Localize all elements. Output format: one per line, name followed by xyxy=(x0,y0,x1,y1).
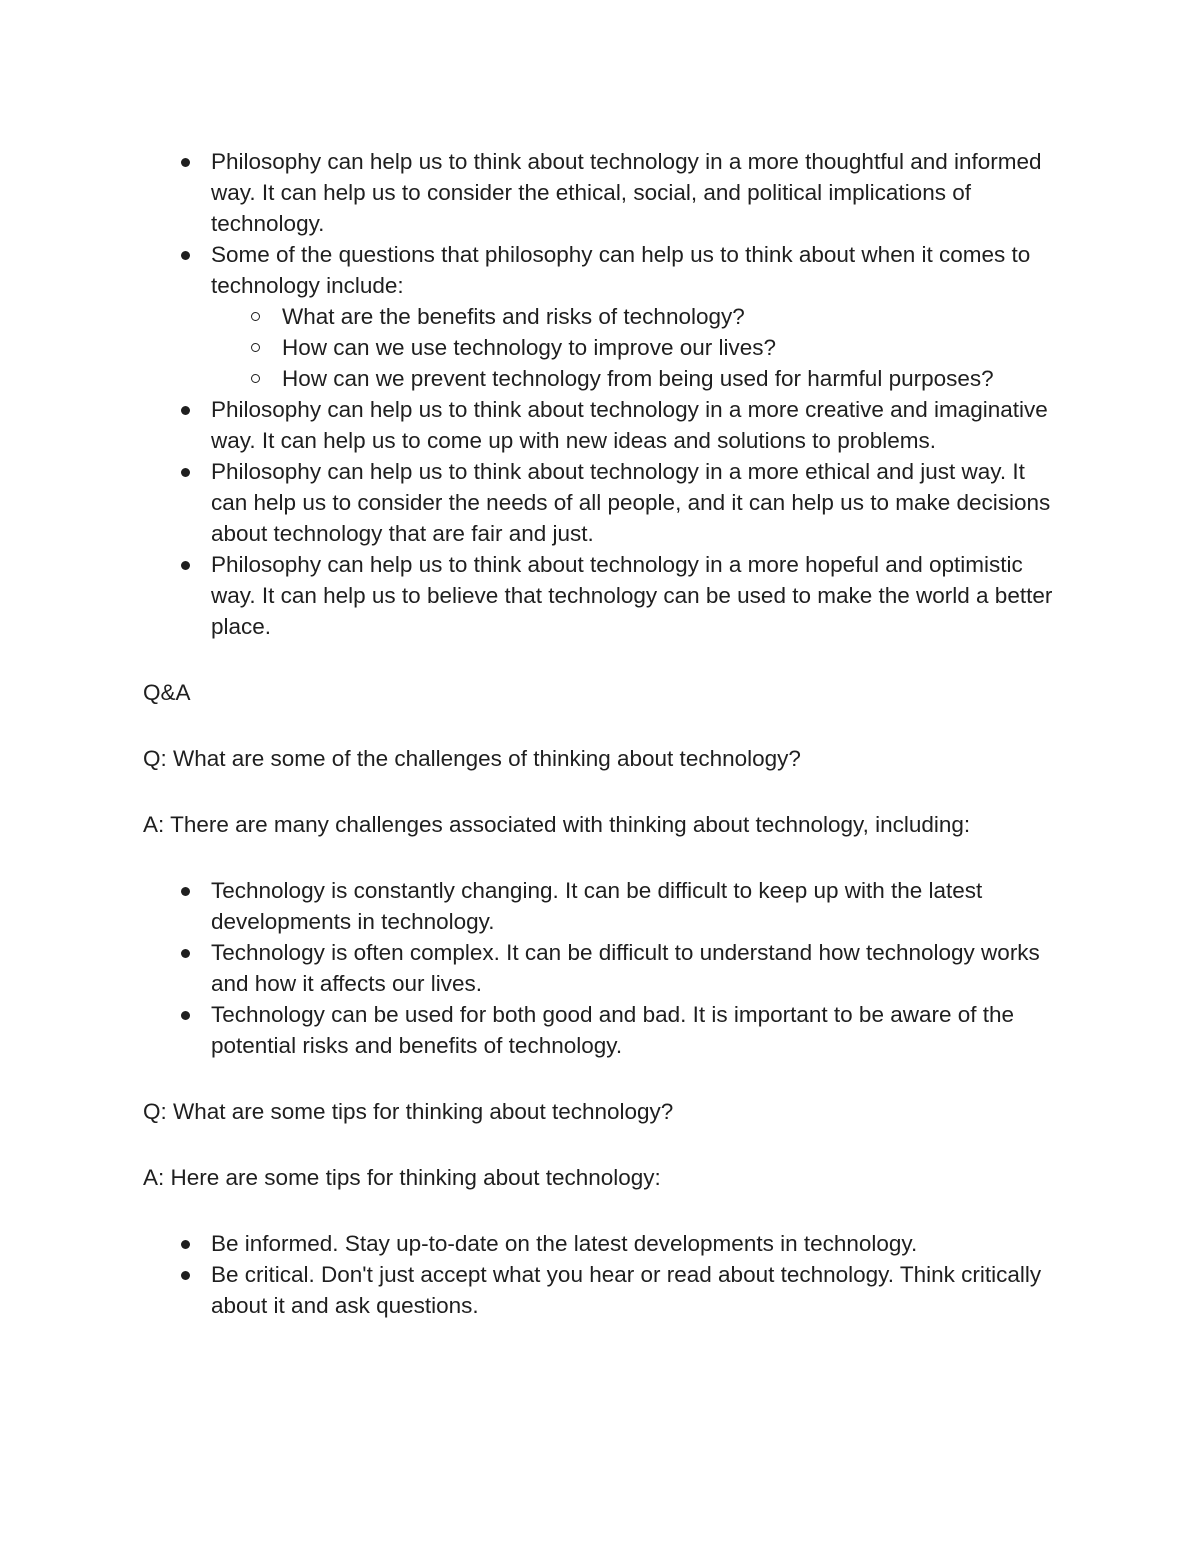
list-item xyxy=(143,1259,1063,1321)
list-item-text: Technology can be used for both good and bad. It is important to be aware of the potential risks and benefits of technology. xyxy=(211,1002,1015,1058)
nested-list-container xyxy=(143,301,1063,394)
answer-bullet-list xyxy=(143,875,1063,1061)
nested-list-item-text: What are the benefits and risks of technology? xyxy=(282,304,745,329)
list-item xyxy=(143,146,1063,239)
list-item xyxy=(143,937,1063,999)
tips-bullet-list xyxy=(143,1228,1063,1321)
list-item-text: Philosophy can help us to think about technology in a more ethical and just way. It can help us to consider the needs of all people, and it can help us to make decisions about technology that are fair and just. xyxy=(211,459,1051,546)
list-item xyxy=(143,549,1063,642)
nested-list-item xyxy=(143,332,1063,363)
list-item-text: Be informed. Stay up-to-date on the latest developments in technology. xyxy=(211,1231,918,1256)
nested-bullet-list xyxy=(143,301,1063,394)
nested-list-item xyxy=(143,363,1063,394)
nested-list-item xyxy=(143,301,1063,332)
document-body xyxy=(143,146,1063,1321)
list-item-text: Be critical. Don't just accept what you hear or read about technology. Think critically about it and ask questions. xyxy=(211,1262,1042,1318)
list-item-text: Technology is constantly changing. It can be difficult to keep up with the latest developments in technology. xyxy=(211,878,983,934)
question-text: Q: What are some tips for thinking about technology? xyxy=(143,1099,674,1124)
list-item-text: Philosophy can help us to think about technology in a more hopeful and optimistic way. It can help us to believe that technology can be used to make the world a better place. xyxy=(211,552,1053,639)
list-item xyxy=(143,1228,1063,1259)
question-text: Q: What are some of the challenges of thinking about technology? xyxy=(143,746,801,771)
nested-list-item-text: How can we use technology to improve our lives? xyxy=(282,335,777,360)
list-item xyxy=(143,456,1063,549)
answer-text: A: Here are some tips for thinking about technology: xyxy=(143,1165,661,1190)
list-item-text: Some of the questions that philosophy can help us to think about when it comes to technology include: xyxy=(211,242,1031,298)
list-item-text: Philosophy can help us to think about technology in a more creative and imaginative way. It can help us to come up with new ideas and solutions to problems. xyxy=(211,397,1048,453)
list-item xyxy=(143,239,1063,301)
list-item xyxy=(143,875,1063,937)
list-item xyxy=(143,394,1063,456)
list-item-text: Technology is often complex. It can be difficult to understand how technology works and how it affects our lives. xyxy=(211,940,1040,996)
intro-bullet-list xyxy=(143,146,1063,642)
answer-text: A: There are many challenges associated with thinking about technology, including: xyxy=(143,812,971,837)
qa-heading: Q&A xyxy=(143,680,191,705)
nested-list-item-text: How can we prevent technology from being used for harmful purposes? xyxy=(282,366,994,391)
list-item xyxy=(143,999,1063,1061)
list-item-text: Philosophy can help us to think about technology in a more thoughtful and informed way. It can help us to consider the ethical, social, and political implications of technology. xyxy=(211,149,1042,236)
